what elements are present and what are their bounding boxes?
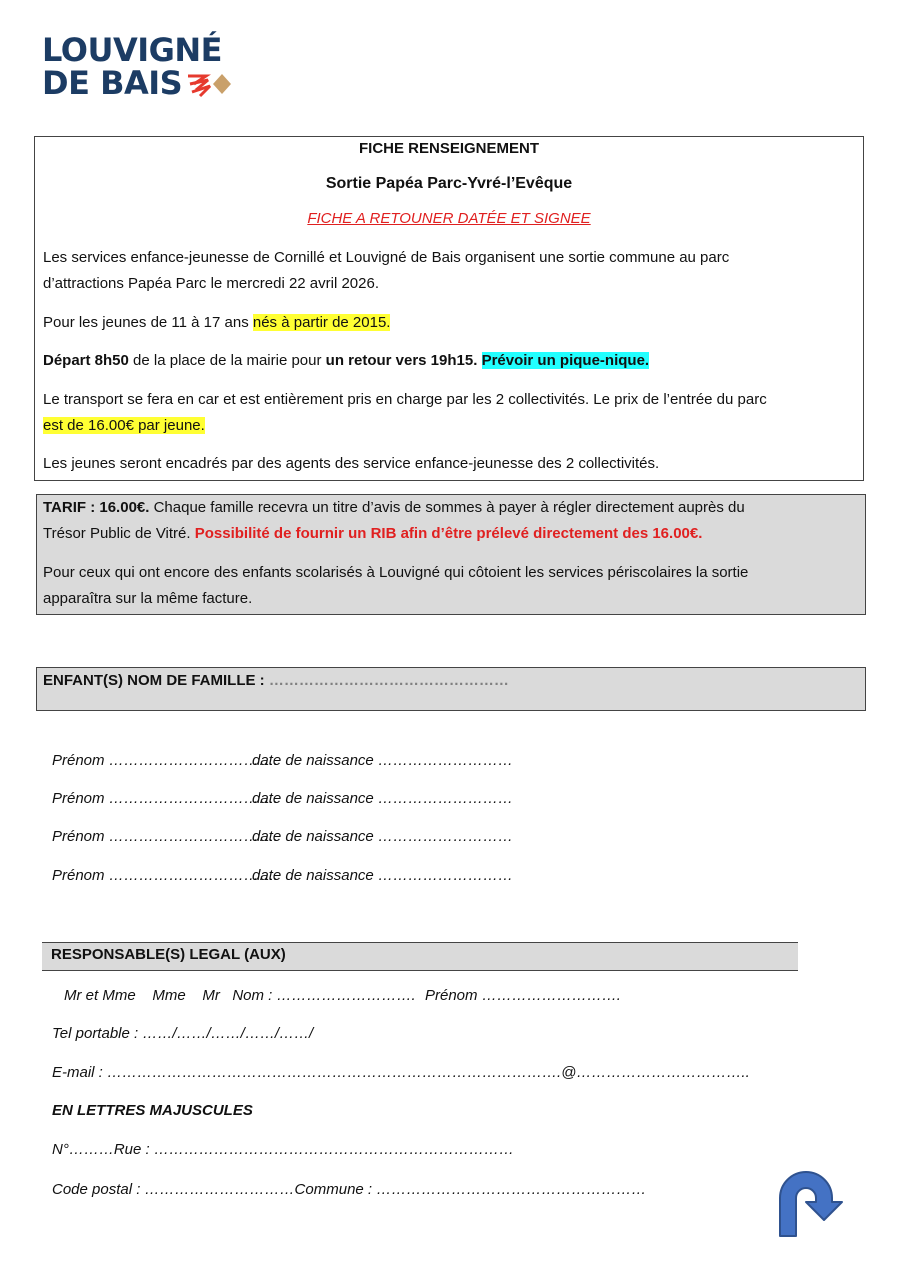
- tarif-label: TARIF : 16.00€.: [43, 499, 150, 516]
- invoice-line-1: Pour ceux qui ont encore des enfants scolarisés à Louvigné qui côtoient les services périscolaires la sortie: [43, 564, 749, 581]
- stripes-diamond-logo-mark: [186, 70, 232, 98]
- turn-over-arrow-icon[interactable]: [776, 1162, 856, 1238]
- child-birthdate-field[interactable]: date de naissance ………………………: [252, 752, 513, 769]
- return-time: un retour vers 19h15.: [325, 352, 478, 369]
- logo-line-1: LOUVIGNÉ: [42, 31, 223, 69]
- family-name-dots: …………………………………………: [268, 672, 509, 689]
- intro-line-1: Les services enfance-jeunesse de Cornillé et Louvigné de Bais organisent une sortie commune au parc: [43, 249, 730, 266]
- invoice-line-2: apparaîtra sur la même facture.: [43, 590, 253, 607]
- logo-line-2: DE BAIS: [42, 64, 183, 102]
- picnic-highlight: Prévoir un pique-nique.: [481, 352, 650, 369]
- tarif-line-2: [43, 524, 702, 544]
- schedule-line: [43, 351, 649, 371]
- intro-line-2: d’attractions Papéa Parc le mercredi 22 avril 2026.: [43, 275, 380, 292]
- email-field[interactable]: E-mail : ……………………………………………………………………………….@……………………………..: [52, 1064, 750, 1081]
- guardian-header: RESPONSABLE(S) LEGAL (AUX): [51, 946, 286, 963]
- supervision-line: Les jeunes seront encadrés par des agents des service enfance-jeunesse des 2 collectivités.: [43, 455, 660, 472]
- form-title: FICHE RENSEIGNEMENT: [358, 140, 539, 157]
- age-line: [43, 313, 390, 333]
- schedule-text: de la place de la mairie pour: [128, 352, 326, 369]
- child-prenom-field[interactable]: Prénom …………………………….: [52, 752, 278, 769]
- price-highlight: est de 16.00€ par jeune.: [43, 417, 205, 434]
- child-birthdate-field[interactable]: date de naissance ………………………: [252, 867, 513, 884]
- logo: [42, 31, 232, 102]
- transport-line-2: [43, 416, 205, 436]
- uppercase-note: EN LETTRES MAJUSCULES: [52, 1102, 253, 1119]
- child-prenom-field[interactable]: Prénom …………………………….: [52, 867, 278, 884]
- child-birthdate-field[interactable]: date de naissance ………………………: [252, 790, 513, 807]
- birth-year-highlight: nés à partir de 2015.: [252, 314, 391, 331]
- guardian-name-field[interactable]: Mr et Mme Mme Mr Nom : ……………………….: [64, 987, 416, 1004]
- return-notice: FICHE A RETOUNER DATÉE ET SIGNEE: [307, 210, 591, 227]
- family-name-label: ENFANT(S) NOM DE FAMILLE :: [43, 672, 269, 689]
- phone-field[interactable]: Tel portable : ……/……/……/……/……/: [52, 1025, 314, 1042]
- tarif-line-1: [43, 498, 745, 518]
- tresor-text: Trésor Public de Vitré.: [43, 525, 195, 542]
- family-name-field[interactable]: [43, 671, 509, 691]
- rib-notice: Possibilité de fournir un RIB afin d’être prélevé directement des 16.00€.: [194, 525, 703, 542]
- tarif-text: Chaque famille recevra un titre d’avis de sommes à payer à régler directement auprès du: [149, 499, 745, 516]
- departure-time: Départ 8h50: [43, 352, 129, 369]
- child-prenom-field[interactable]: Prénom …………………………….: [52, 790, 278, 807]
- transport-line-1: Le transport se fera en car et est entièrement pris en charge par les 2 collectivités. Le prix de l’entrée du parc: [43, 391, 767, 408]
- outing-title: Sortie Papéa Parc-Yvré-l’Evêque: [325, 175, 573, 192]
- child-prenom-field[interactable]: Prénom …………………………….: [52, 828, 278, 845]
- guardian-prenom-field[interactable]: Prénom ……………………….: [425, 987, 621, 1004]
- street-field[interactable]: N°………Rue : ………………………………………………………………: [52, 1141, 514, 1158]
- age-text: Pour les jeunes de 11 à 17 ans: [43, 314, 253, 331]
- schedule-space: [477, 352, 481, 369]
- postal-commune-field[interactable]: Code postal : …………………………Commune : ………………………………………………: [52, 1181, 647, 1198]
- child-birthdate-field[interactable]: date de naissance ………………………: [252, 828, 513, 845]
